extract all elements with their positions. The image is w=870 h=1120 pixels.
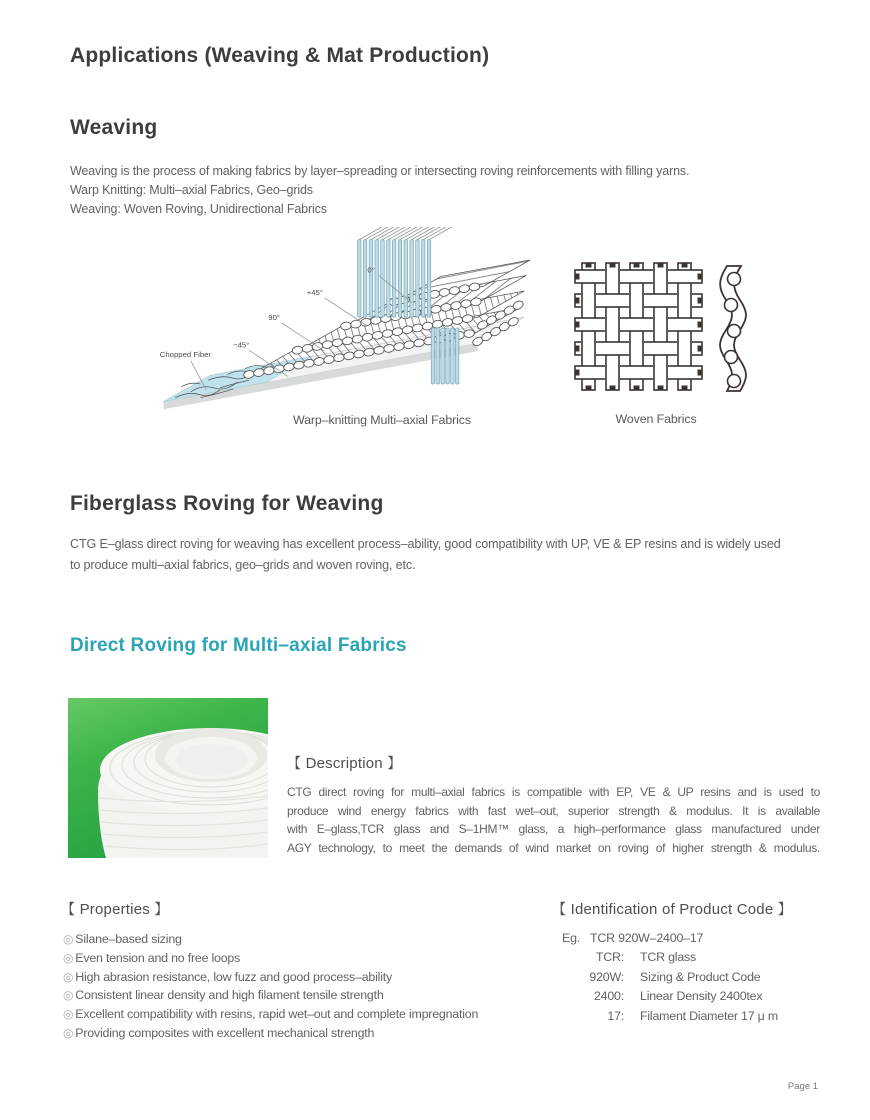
woven-fabric-diagram xyxy=(572,260,757,400)
yarn-cross-section xyxy=(720,266,746,391)
identification-header-label: Identification of Product Code xyxy=(570,901,774,918)
bracket-left-icon: 【 xyxy=(287,756,302,772)
property-item: ◎ Silane–based sizing xyxy=(63,932,182,946)
property-item: ◎ Consistent linear density and high filament tensile strength xyxy=(63,988,384,1003)
code-value: Filament Diameter 17 μ m xyxy=(640,1008,778,1023)
bullseye-bullet-icon: ◎ xyxy=(63,988,74,1003)
section-heading-fiberglass: Fiberglass Roving for Weaving xyxy=(70,492,384,515)
section-heading-weaving: Weaving xyxy=(70,116,158,139)
product-code: TCR 920W–2400–17 xyxy=(590,931,704,945)
diagram-label-plus45: +45° xyxy=(306,287,323,297)
page-number: Page 1 xyxy=(787,1081,818,1092)
bracket-left-icon: 【 xyxy=(552,902,567,918)
code-value: Linear Density 2400tex xyxy=(640,989,763,1003)
fiberglass-line: to produce multi–axial fabrics, geo–grids and woven roving, etc. xyxy=(70,557,416,572)
property-item: ◎ Excellent compatibility with resins, rapid wet–out and complete impregnation xyxy=(63,1007,479,1022)
description-line: produce wind energy fabrics with fast wet–out, superior strength & modulus. It is available xyxy=(287,803,820,818)
bullseye-bullet-icon: ◎ xyxy=(63,1007,74,1022)
description-line: CTG direct roving for multi–axial fabrics is compatible with EP, VE & UP resins and is used to xyxy=(287,785,820,799)
code-key: 17: xyxy=(607,1008,624,1023)
intro-line: Weaving is the process of making fabrics by layer–spreading or intersecting roving reinforcements with filling yarns. xyxy=(70,164,690,178)
bullseye-bullet-icon: ◎ xyxy=(63,932,74,946)
bracket-left-icon: 【 xyxy=(61,902,76,918)
description-header-label: Description xyxy=(305,755,383,772)
diagram-label-90deg: 90° xyxy=(268,313,281,323)
diagram-label-chopped-fiber: Chopped Fiber xyxy=(159,349,212,359)
bracket-right-icon: 】 xyxy=(154,902,169,918)
fiberglass-text xyxy=(70,534,781,575)
page-title: Applications (Weaving & Mat Production) xyxy=(70,44,490,67)
properties-header-label: Properties xyxy=(79,901,150,918)
product-photo xyxy=(68,698,268,858)
woven-caption: Woven Fabrics xyxy=(615,412,697,426)
property-item: ◎ Even tension and no free loops xyxy=(63,950,241,965)
code-key: 2400: xyxy=(593,989,624,1003)
code-value: Sizing & Product Code xyxy=(640,969,761,984)
properties-list xyxy=(63,930,478,1043)
intro-line: Warp Knitting: Multi–axial Fabrics, Geo–grids xyxy=(70,183,313,197)
roving-spool-illustration xyxy=(68,698,268,858)
code-key: TCR: xyxy=(595,950,624,964)
example-label: Eg. xyxy=(562,931,580,945)
property-item: ◎ Providing composites with excellent mechanical strength xyxy=(63,1025,375,1040)
diagram-label-0deg: 0° xyxy=(367,265,375,275)
description-header xyxy=(287,753,401,773)
bullseye-bullet-icon: ◎ xyxy=(63,950,74,965)
multiaxial-fabric-diagram xyxy=(152,227,532,421)
property-item: ◎ High abrasion resistance, low fuzz and good process–ability xyxy=(63,969,393,984)
weaving-intro xyxy=(70,162,689,219)
properties-header xyxy=(61,899,169,919)
code-value: TCR glass xyxy=(640,950,697,964)
intro-line: Weaving: Woven Roving, Unidirectional Fabrics xyxy=(70,202,327,216)
bullseye-bullet-icon: ◎ xyxy=(63,969,74,984)
diagram-caption: Warp–knitting Multi–axial Fabrics xyxy=(292,413,472,427)
code-key: 920W: xyxy=(589,969,624,984)
description-line: with E–glass,TCR glass and S–1HM™ glass, a high–performance glass manufactured under xyxy=(287,822,820,836)
diagram-label-minus45: −45° xyxy=(233,340,250,350)
bracket-right-icon: 】 xyxy=(387,756,402,772)
identification-header xyxy=(552,899,792,919)
bullseye-bullet-icon: ◎ xyxy=(63,1025,74,1040)
bracket-right-icon: 】 xyxy=(777,902,792,918)
product-heading: Direct Roving for Multi–axial Fabrics xyxy=(70,635,407,656)
fiberglass-line: CTG E–glass direct roving for weaving has excellent process–ability, good compatibility with UP, VE & EP resins and is widely used xyxy=(70,537,781,551)
description-text xyxy=(287,783,820,857)
description-line: AGY technology, to meet the demands of wind market on roving of higher strength & modulus. xyxy=(287,840,820,855)
